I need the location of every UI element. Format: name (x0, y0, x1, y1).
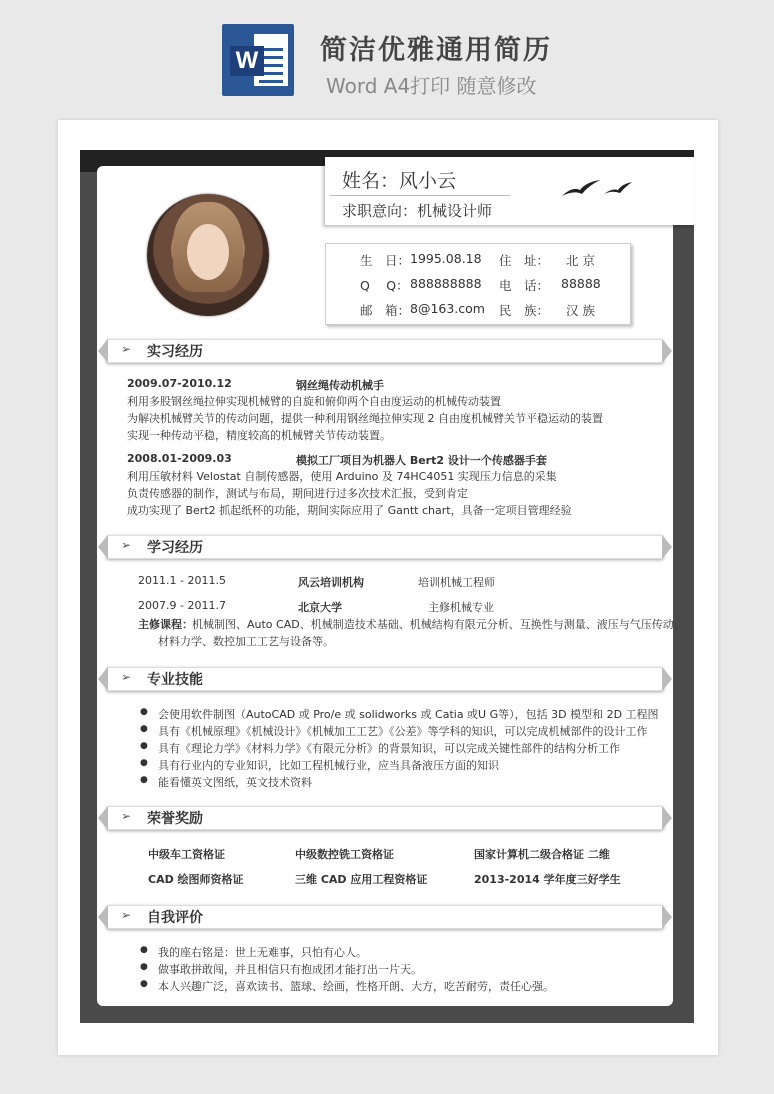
address-label: 住 址： (499, 253, 550, 268)
education-major: 主修机械专业 (428, 601, 494, 614)
address-value: 北 京 (566, 253, 595, 268)
education-date: 2007.9 - 2011.7 (138, 599, 226, 612)
internship-line: 为解决机械臂关节的传动问题，提供一种利用钢丝绳拉伸实现 2 自由度机械臂关节平稳运动的装置 (127, 412, 603, 425)
section-title: 荣誉奖励 (147, 811, 203, 827)
word-logo-letter: W (230, 46, 264, 76)
award-item: 2013-2014 学年度三好学生 (474, 873, 621, 886)
ethnicity-label: 民 族： (499, 303, 550, 318)
award-item: 国家计算机二级合格证 二维 (474, 848, 610, 861)
award-item: 中级数控铣工资格证 (295, 848, 394, 861)
education-date: 2011.1 - 2011.5 (138, 574, 226, 587)
education-school: 风云培训机构 (298, 576, 364, 589)
education-school: 北京大学 (298, 601, 342, 614)
internship-role: 模拟工厂项目为机器人 Bert2 设计一个传感器手套 (296, 454, 547, 467)
section-header-self (106, 905, 664, 929)
courses-text: 机械制图、Auto CAD、机械制造技术基础、机械结构有限元分析、互换性与测量、液压与气压传动、 (192, 618, 685, 631)
courses-text: 材料力学、数控加工工艺与设备等。 (158, 635, 334, 648)
skill-item: ● 具有《理论力学》《材料力学》《有限元分析》的背景知识，可以完成关键性部件的结构分析工作 (158, 740, 620, 756)
banner-subtitle: Word A4打印 随意修改 (326, 74, 537, 98)
section-title: 自我评价 (147, 910, 203, 926)
skill-item: ● 能看懂英文图纸，英文技术资料 (158, 774, 312, 790)
internship-line: 负责传感器的制作，测试与布局，期间进行过多次技术汇报，受到肯定 (127, 487, 468, 500)
qq-value: 888888888 (410, 276, 482, 291)
banner-title: 简洁优雅通用简历 (320, 35, 552, 66)
arrow-icon: ➢ (121, 342, 132, 356)
birthday-value: 1995.08.18 (410, 251, 482, 266)
section-header-skills (106, 667, 664, 691)
divider (330, 195, 510, 196)
phone-value: 88888 (561, 276, 601, 291)
arrow-icon: ➢ (121, 538, 132, 552)
banner (0, 0, 774, 112)
arrow-icon: ➢ (121, 670, 132, 684)
skill-item: ● 具有行业内的专业知识，比如工程机械行业，应当具备液压方面的知识 (158, 757, 499, 773)
email-label: 邮 箱： (360, 303, 411, 318)
arrow-icon: ➢ (121, 809, 132, 823)
internship-line: 利用多股钢丝绳拉伸实现机械臂的自旋和俯仰两个自由度运动的机械传动装置 (127, 395, 501, 408)
section-header-internship (106, 339, 664, 363)
award-item: 中级车工资格证 (148, 848, 225, 861)
phone-label: 电 话： (499, 278, 550, 293)
section-title: 实习经历 (147, 344, 203, 360)
section-header-awards (106, 806, 664, 830)
award-item: CAD 绘图师资格证 (148, 873, 244, 886)
internship-date: 2008.01-2009.03 (127, 452, 232, 465)
self-item: ● 我的座右铭是：世上无难事，只怕有心人。 (158, 944, 367, 960)
section-header-education (106, 535, 664, 559)
internship-line: 实现一种传动平稳，精度较高的机械臂关节传动装置。 (127, 429, 391, 442)
birds-icon (560, 178, 640, 202)
arrow-icon: ➢ (121, 908, 132, 922)
section-title: 学习经历 (147, 540, 203, 556)
section-title: 专业技能 (147, 672, 203, 688)
self-item: ● 做事敢拼敢闯，并且相信只有抱成团才能打出一片天。 (158, 961, 422, 977)
ethnicity-value: 汉 族 (566, 303, 595, 318)
email-value: 8@163.com (410, 301, 485, 316)
internship-line: 利用压敏材料 Velostat 自制传感器，使用 Arduino 及 74HC4051 实现压力信息的采集 (127, 470, 557, 483)
birthday-label: 生 日： (360, 253, 411, 268)
internship-date: 2009.07-2010.12 (127, 377, 232, 390)
skill-item: ● 会使用软件制图（AutoCAD 或 Pro/e 或 solidworks 或 Catia 或U G等），包括 3D 模型和 2D 工程图 (158, 706, 659, 722)
avatar (147, 194, 269, 316)
job-intent: 求职意向：机械设计师 (342, 202, 493, 220)
name-label: 姓名：风小云 (342, 170, 457, 192)
education-major: 培训机械工程师 (418, 576, 495, 589)
qq-label: Q Q： (360, 278, 409, 293)
self-item: ● 本人兴趣广泛，喜欢读书、篮球、绘画，性格开朗、大方，吃苦耐劳，责任心强。 (158, 978, 554, 994)
word-icon (222, 24, 294, 96)
courses-label: 主修课程： (138, 618, 193, 631)
skill-item: ● 具有《机械原理》《机械设计》《机械加工工艺》《公差》等学科的知识，可以完成机械部件的设计工作 (158, 723, 648, 739)
internship-line: 成功实现了 Bert2 抓起纸杯的功能，期间实际应用了 Gantt chart，具备一定项目管理经验 (127, 504, 572, 517)
internship-role: 钢丝绳传动机械手 (296, 379, 384, 392)
award-item: 三维 CAD 应用工程资格证 (295, 873, 428, 886)
